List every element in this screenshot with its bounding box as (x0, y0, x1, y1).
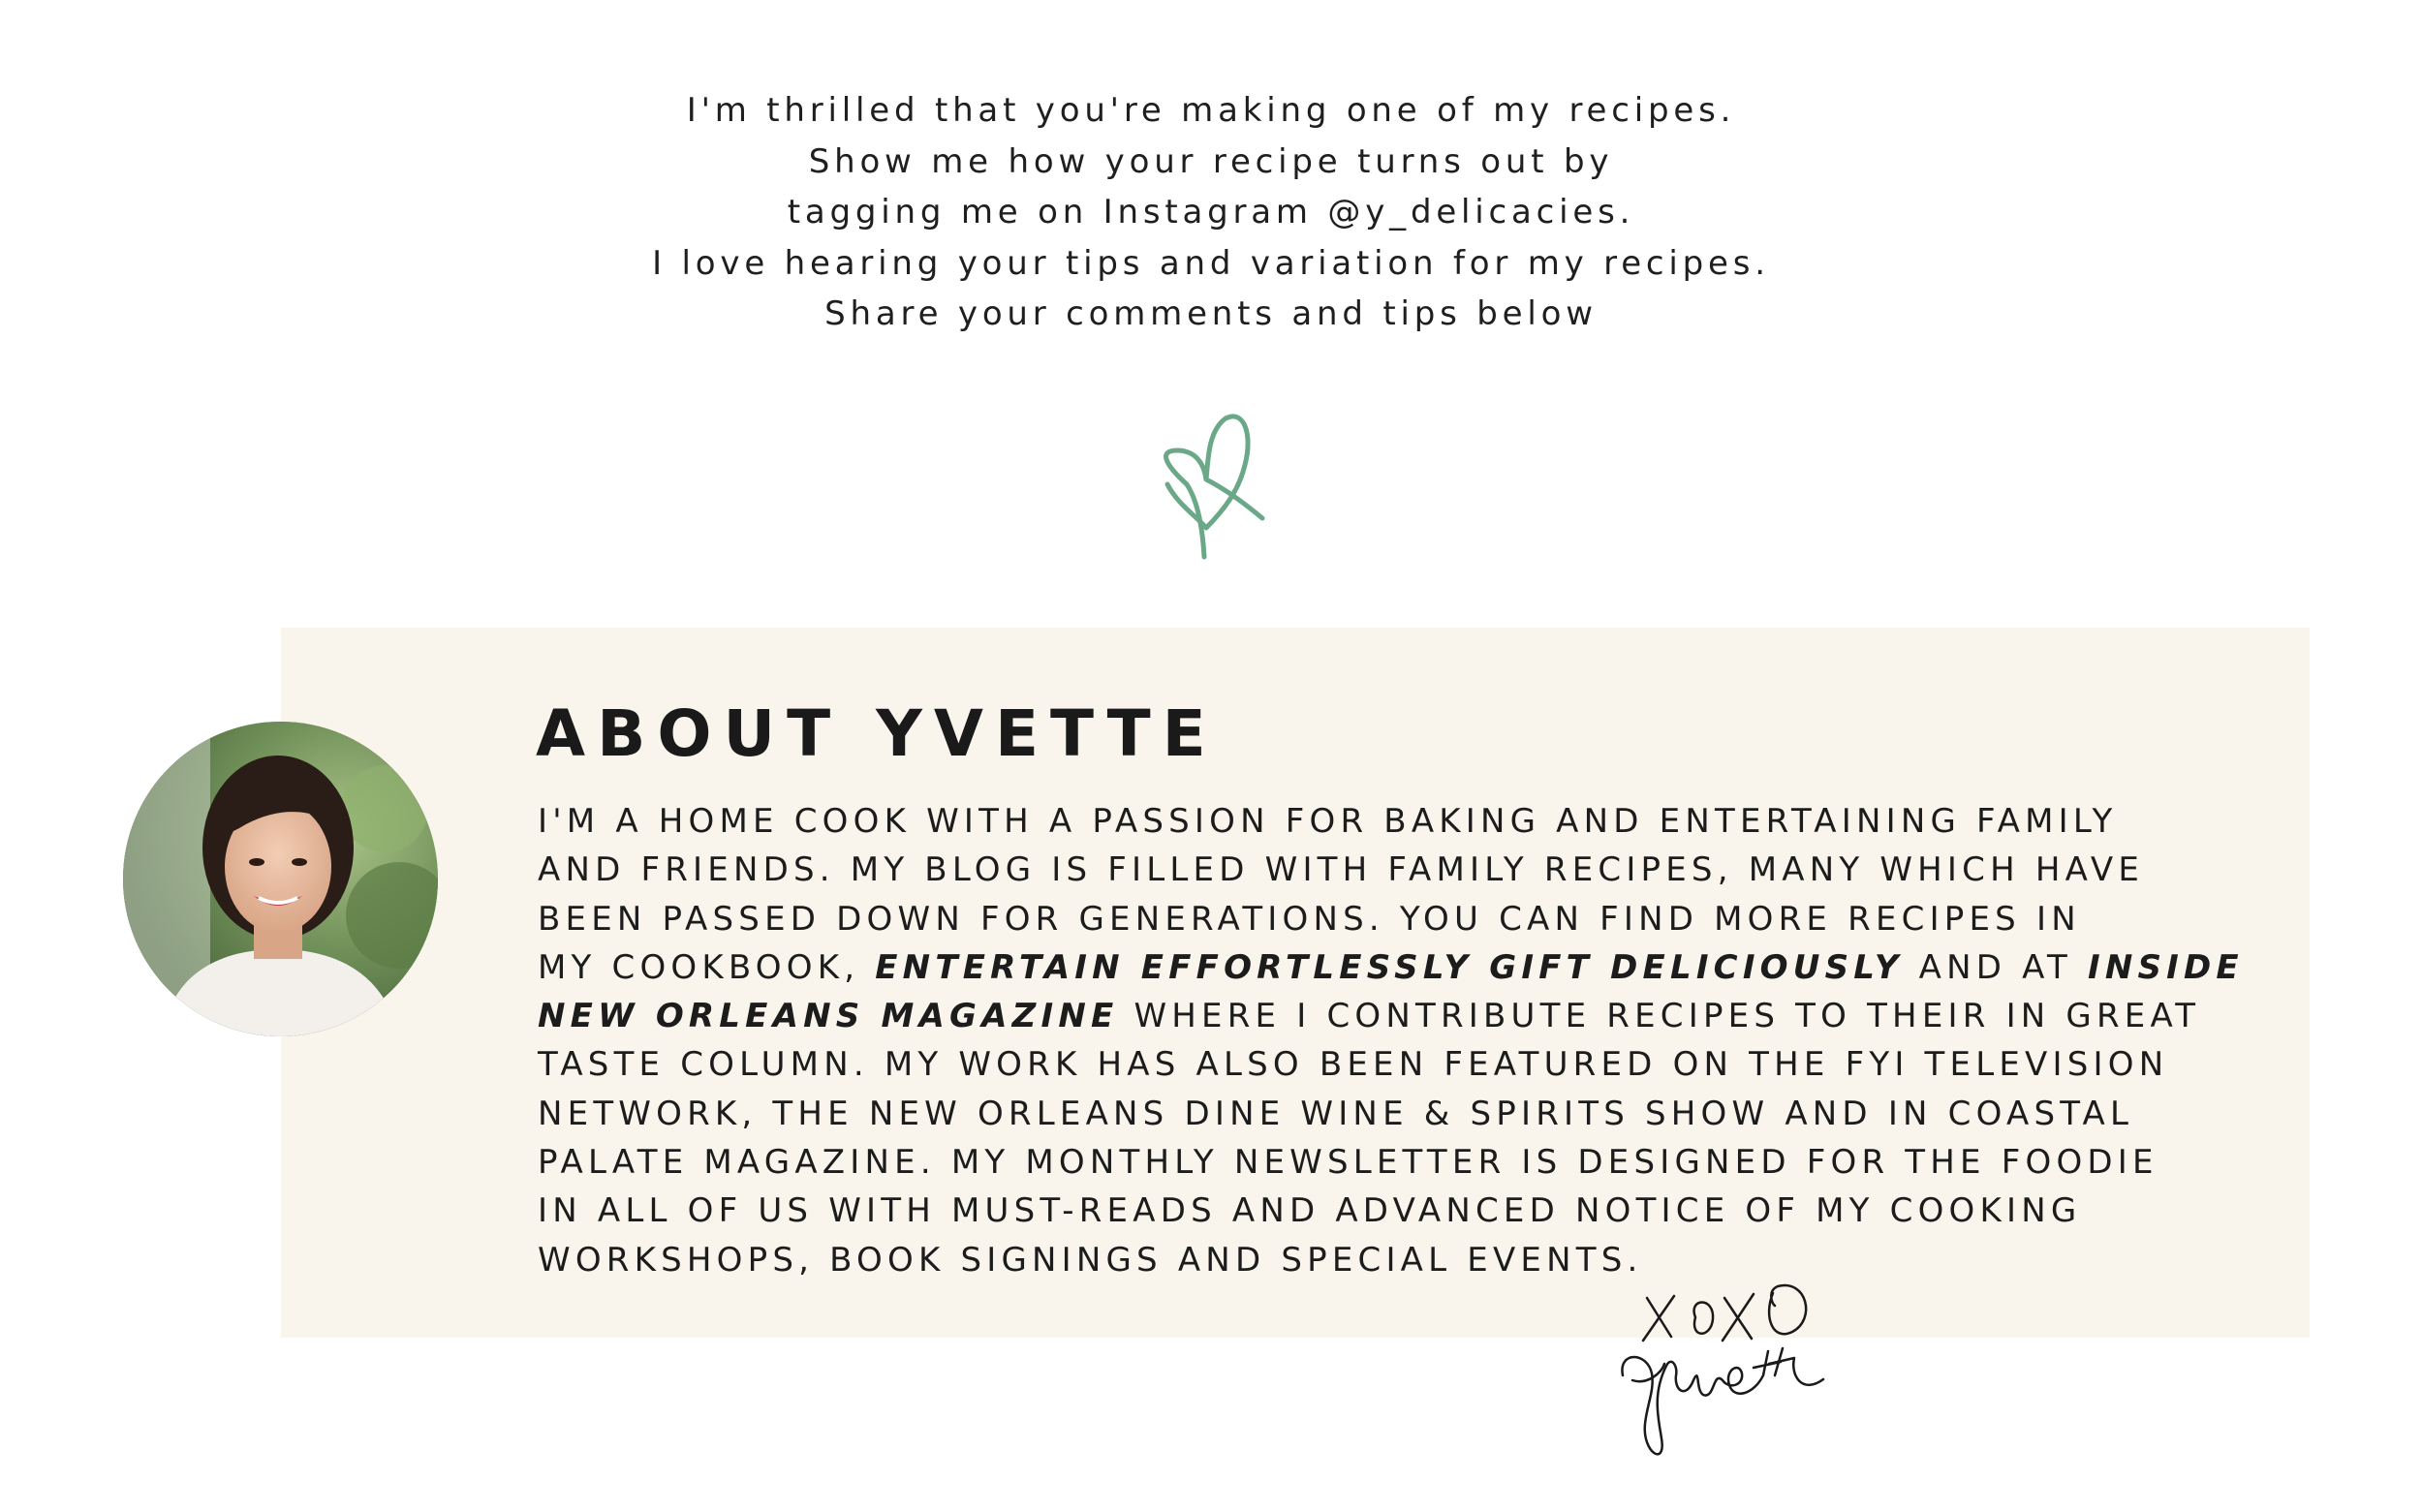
heart-doodle-icon (1148, 407, 1274, 567)
bio-line: AND FRIENDS. MY BLOG IS FILLED WITH FAMILY RECIPES, MANY WHICH HAVE (538, 850, 2145, 890)
bio-line (538, 943, 2272, 992)
bio-line: PALATE MAGAZINE. MY MONTHLY NEWSLETTER IS DESIGNED FOR THE FOODIE (538, 1143, 2158, 1183)
bio-line: I'M A HOME COOK WITH A PASSION FOR BAKING AND ENTERTAINING FAMILY (538, 802, 2118, 841)
intro-message (0, 85, 2422, 340)
bio-line: BEEN PASSED DOWN FOR GENERATIONS. YOU CAN FIND MORE RECIPES IN (538, 899, 2081, 939)
bio-text: AND AT (1903, 947, 2088, 987)
bio-line (538, 992, 2272, 1040)
bio-line: WORKSHOPS, BOOK SIGNINGS AND SPECIAL EVENTS. (538, 1240, 1643, 1280)
about-heading: ABOUT YVETTE (536, 696, 1218, 771)
intro-line: I love hearing your tips and variation for my recipes. (652, 243, 1770, 283)
bio-text: WHERE I CONTRIBUTE RECIPES TO THEIR IN GREAT (1118, 997, 2201, 1036)
cookbook-title: ENTERTAIN EFFORTLESSLY GIFT DELICIOUSLY (875, 947, 1904, 987)
bio-text: MY COOKBOOK, (538, 947, 876, 987)
intro-line: I'm thrilled that you're making one of my recipes. (686, 91, 1736, 130)
intro-line: Show me how your recipe turns out by (808, 141, 1614, 181)
magazine-title-part2: NEW ORLEANS MAGAZINE (538, 997, 1119, 1036)
author-avatar (123, 722, 438, 1036)
signature-xoxo-yvette (1608, 1259, 1860, 1472)
bio-line: TASTE COLUMN. MY WORK HAS ALSO BEEN FEATURED ON THE FYI TELEVISION (538, 1045, 2169, 1085)
about-bio (538, 797, 2272, 1284)
intro-line: Share your comments and tips below (824, 294, 1598, 333)
intro-line: tagging me on Instagram @y_delicacies. (787, 193, 1635, 231)
bio-line: IN ALL OF US WITH MUST-READS AND ADVANCED NOTICE OF MY COOKING (538, 1191, 2082, 1231)
magazine-title-part1: INSIDE (2087, 947, 2244, 987)
bio-line: NETWORK, THE NEW ORLEANS DINE WINE & SPIRITS SHOW AND IN COASTAL (538, 1094, 2134, 1133)
